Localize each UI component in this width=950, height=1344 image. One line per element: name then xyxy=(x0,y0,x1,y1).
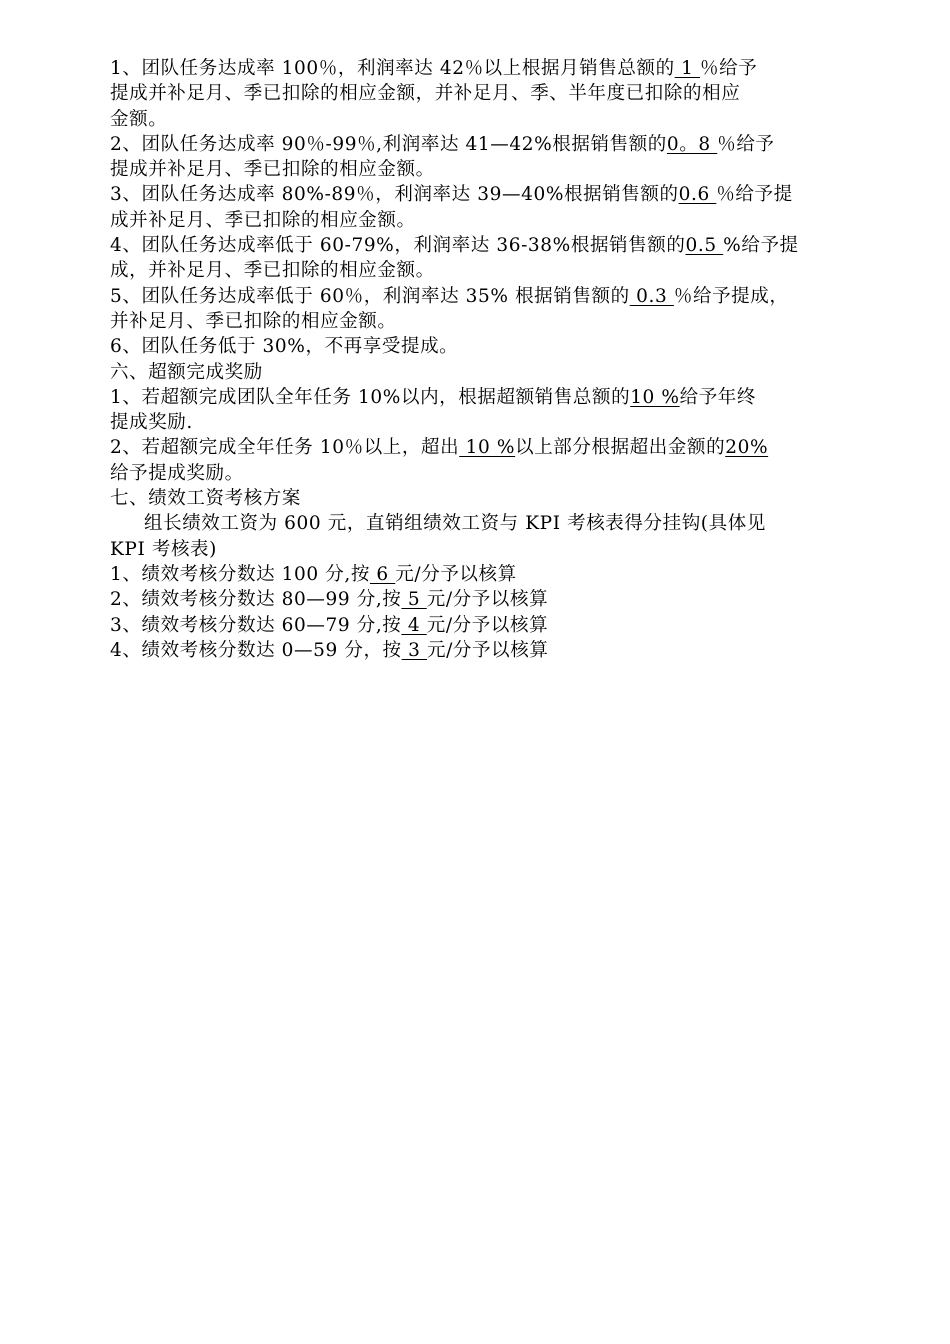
text-line xyxy=(110,360,870,385)
text-run: KPI 考核表) xyxy=(110,538,217,560)
text-run: 2、团队任务达成率 90％-99％,利润率达 41—42%根据销售额的 xyxy=(110,133,667,155)
text-run: 给予年终 xyxy=(679,386,756,408)
text-run: 提成并补足月、季已扣除的相应金额。 xyxy=(110,159,435,181)
text-run: 4、绩效考核分数达 0—59 分，按 xyxy=(110,639,402,661)
text-run: ％给予 xyxy=(717,133,775,155)
text-line xyxy=(110,587,870,612)
text-line xyxy=(110,258,870,283)
text-line xyxy=(110,157,870,182)
text-run: 组长绩效工资为 600 元，直销组绩效工资与 KPI 考核表得分挂钩(具体见 xyxy=(144,513,766,535)
text-run: 成并补足月、季已扣除的相应金额。 xyxy=(110,209,416,231)
underlined-value: 5 xyxy=(401,589,427,611)
text-run: 2、绩效考核分数达 80—99 分,按 xyxy=(110,589,402,611)
underlined-value: 0.3 xyxy=(629,285,674,307)
text-run: 给予提成奖励。 xyxy=(110,462,244,484)
text-run: 提成奖励. xyxy=(110,412,193,434)
text-line xyxy=(110,132,870,157)
underlined-value: 4 xyxy=(401,614,427,636)
underlined-value: 0.6 xyxy=(678,184,717,206)
text-line xyxy=(110,562,870,587)
text-run: ％给予提 xyxy=(716,184,793,206)
text-run: 元/分予以核算 xyxy=(426,589,549,611)
text-line xyxy=(110,107,870,132)
text-line xyxy=(110,410,870,435)
text-run: 1、若超额完成团队全年任务 10%以内，根据超额销售总额的 xyxy=(110,386,631,408)
text-run: 六、超额完成奖励 xyxy=(110,361,263,383)
text-run: 元/分予以核算 xyxy=(395,563,517,585)
text-run: 并补足月、季已扣除的相应金额。 xyxy=(110,310,397,332)
text-line xyxy=(110,182,870,207)
text-run: 2、若超额完成全年任务 10％以上，超出 xyxy=(110,437,460,459)
text-run: 七、绩效工资考核方案 xyxy=(110,488,302,510)
underlined-value: 0。8 xyxy=(666,133,718,155)
text-run: 提成并补足月、季已扣除的相应金额，并补足月、季、半年度已扣除的相应 xyxy=(110,83,741,105)
text-run: ％给予 xyxy=(700,58,758,79)
underlined-value: 0.5 xyxy=(685,235,724,257)
text-run: 成，并补足月、季已扣除的相应金额。 xyxy=(110,260,435,282)
text-line xyxy=(110,81,870,106)
text-run: 3、绩效考核分数达 60—79 分,按 xyxy=(110,614,402,636)
underlined-value: 10 % xyxy=(459,437,516,459)
text-line xyxy=(110,511,870,536)
text-line xyxy=(110,435,870,460)
text-run: 4、团队任务达成率低于 60-79%，利润率达 36-38%根据销售额的 xyxy=(110,235,686,257)
text-run: 1、绩效考核分数达 100 分,按 xyxy=(110,563,370,585)
text-line xyxy=(110,233,870,258)
text-line xyxy=(110,309,870,334)
text-line xyxy=(110,385,870,410)
text-run: 1、团队任务达成率 100％，利润率达 42％以上根据月销售总额的 xyxy=(110,58,675,79)
text-run: 以上部分根据超出金额的 xyxy=(515,437,726,459)
text-line xyxy=(110,461,870,486)
text-line xyxy=(110,537,870,562)
text-line xyxy=(110,638,870,663)
text-run: 元/分予以核算 xyxy=(426,614,549,636)
text-line xyxy=(110,208,870,233)
document-body xyxy=(110,56,870,663)
text-run: 金额。 xyxy=(110,108,168,130)
underlined-value: 3 xyxy=(401,639,427,661)
text-line xyxy=(110,284,870,309)
text-run: 元/分予以核算 xyxy=(427,639,549,661)
underlined-value: 6 xyxy=(369,563,396,585)
underlined-value: 20% xyxy=(725,437,769,459)
text-line xyxy=(110,613,870,638)
underlined-value: 1 xyxy=(674,58,701,79)
text-run: 3、团队任务达成率 80%-89％，利润率达 39—40%根据销售额的 xyxy=(110,184,679,206)
text-run: 6、团队任务低于 30%，不再享受提成。 xyxy=(110,336,459,358)
text-run: 5、团队任务达成率低于 60％，利润率达 35% 根据销售额的 xyxy=(110,285,630,307)
underlined-value: 10 % xyxy=(630,386,680,408)
text-line xyxy=(110,486,870,511)
text-run: ％给予提成， xyxy=(673,285,789,307)
text-line xyxy=(110,334,870,359)
text-line xyxy=(110,56,870,81)
text-run: %给予提 xyxy=(723,235,799,257)
